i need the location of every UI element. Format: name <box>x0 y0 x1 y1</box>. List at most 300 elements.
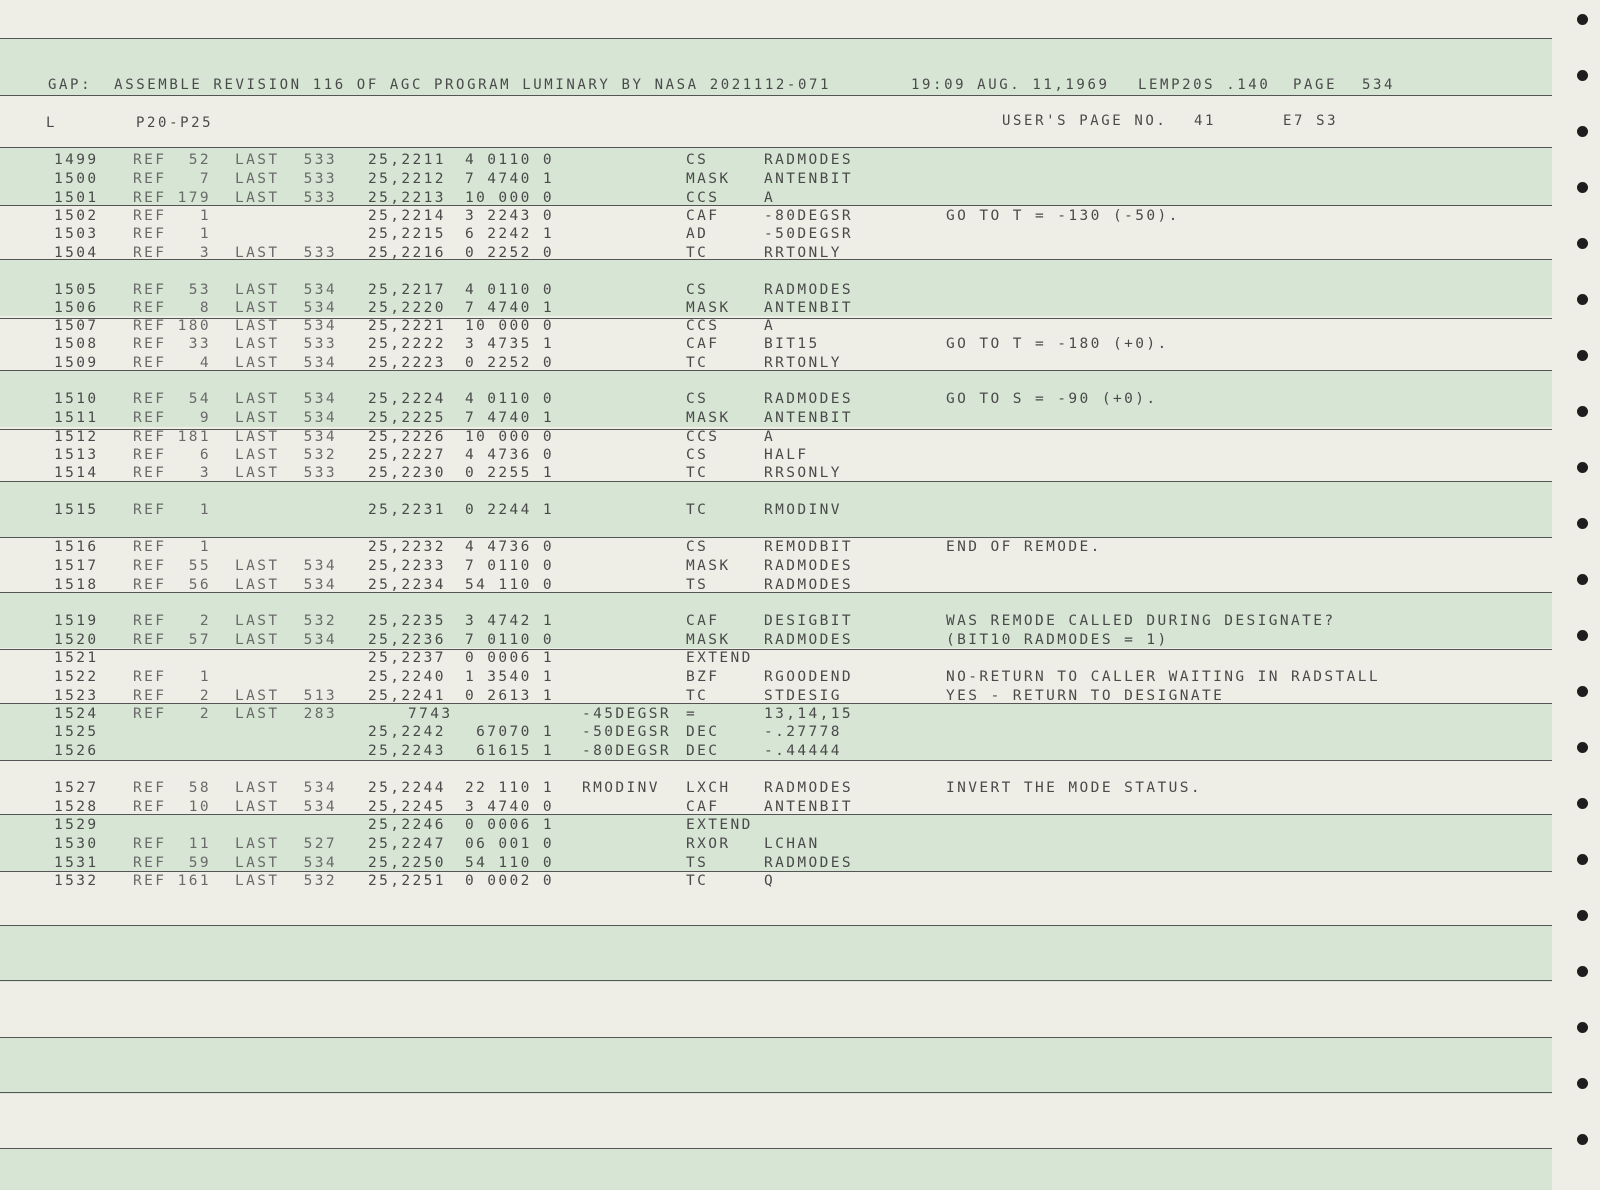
feed-hole <box>1577 742 1588 753</box>
last-label: LAST <box>235 558 280 574</box>
ref-label: REF <box>133 502 167 518</box>
last-page: 534 <box>303 577 337 593</box>
opcode: BZF <box>686 669 720 685</box>
address: 25,2224 <box>368 391 446 407</box>
ref-count: 179 <box>177 190 211 206</box>
feed-hole <box>1577 910 1588 921</box>
ref-label: REF <box>133 558 167 574</box>
line-number: 1524 <box>54 706 99 722</box>
operand: RADMODES <box>764 632 854 648</box>
ref-label: REF <box>133 669 167 685</box>
ref-label: REF <box>133 632 167 648</box>
operand: ANTENBIT <box>764 410 854 426</box>
operand: RRSONLY <box>764 465 842 481</box>
operand: RADMODES <box>764 391 854 407</box>
ref-count: 6 <box>199 447 211 463</box>
comment: INVERT THE MODE STATUS. <box>946 780 1202 796</box>
comment: GO TO T = -130 (-50). <box>946 208 1180 224</box>
ref-count: 1 <box>199 226 211 242</box>
octal-code: 1 3540 1 <box>464 669 554 685</box>
feed-hole <box>1577 14 1588 25</box>
last-page: 534 <box>303 855 337 871</box>
ref-label: REF <box>133 447 167 463</box>
comment: (BIT10 RADMODES = 1) <box>946 632 1169 648</box>
octal-code: 4 0110 0 <box>464 391 554 407</box>
octal-code: 61615 1 <box>476 743 554 759</box>
opcode: MASK <box>686 410 731 426</box>
octal-code: 06 001 0 <box>464 836 554 852</box>
line-number: 1512 <box>54 429 99 445</box>
line-number: 1527 <box>54 780 99 796</box>
line-number: 1522 <box>54 669 99 685</box>
line-number: 1525 <box>54 724 99 740</box>
last-page: 534 <box>303 318 337 334</box>
operand: RRTONLY <box>764 355 842 371</box>
address: 25,2213 <box>368 190 446 206</box>
octal-code: 10 000 0 <box>464 190 554 206</box>
last-page: 534 <box>303 632 337 648</box>
address: 25,2246 <box>368 817 446 833</box>
operand: STDESIG <box>764 688 842 704</box>
ref-label: REF <box>133 336 167 352</box>
last-label: LAST <box>235 577 280 593</box>
octal-code: 10 000 0 <box>464 318 554 334</box>
line-number: 1502 <box>54 208 99 224</box>
address: 25,2250 <box>368 855 446 871</box>
address: 25,2212 <box>368 171 446 187</box>
opcode: MASK <box>686 558 731 574</box>
last-label: LAST <box>235 336 280 352</box>
octal-code: 0 0002 0 <box>464 873 554 889</box>
feed-hole <box>1577 1078 1588 1089</box>
comment: END OF REMODE. <box>946 539 1102 555</box>
comment: WAS REMODE CALLED DURING DESIGNATE? <box>946 613 1336 629</box>
ref-count: 11 <box>188 836 211 852</box>
last-label: LAST <box>235 355 280 371</box>
ref-count: 3 <box>199 465 211 481</box>
octal-code: 54 110 0 <box>464 577 554 593</box>
address: 25,2215 <box>368 226 446 242</box>
last-page: 533 <box>303 465 337 481</box>
ref-count: 9 <box>199 410 211 426</box>
comment: YES - RETURN TO DESIGNATE <box>946 688 1225 704</box>
opcode: CAF <box>686 208 720 224</box>
line-number: 1500 <box>54 171 99 187</box>
address: 25,2251 <box>368 873 446 889</box>
feed-hole <box>1577 350 1588 361</box>
opcode: TC <box>686 355 709 371</box>
octal-code: 22 110 1 <box>464 780 554 796</box>
operand: HALF <box>764 447 809 463</box>
users-page-label: USER'S PAGE NO. <box>1002 113 1168 129</box>
last-page: 534 <box>303 282 337 298</box>
address: 25,2241 <box>368 688 446 704</box>
header-timestamp: 19:09 AUG. 11,1969 <box>911 77 1110 93</box>
address: 25,2232 <box>368 539 446 555</box>
last-label: LAST <box>235 410 280 426</box>
ref-label: REF <box>133 539 167 555</box>
octal-code: 0 2244 1 <box>464 502 554 518</box>
last-page: 534 <box>303 780 337 796</box>
opcode: LXCH <box>686 780 731 796</box>
ref-count: 161 <box>177 873 211 889</box>
line-number: 1508 <box>54 336 99 352</box>
last-page: 532 <box>303 613 337 629</box>
opcode: DEC <box>686 724 720 740</box>
ref-count: 1 <box>199 208 211 224</box>
octal-code: 10 000 0 <box>464 429 554 445</box>
last-page: 534 <box>303 429 337 445</box>
last-page: 534 <box>303 799 337 815</box>
opcode: TC <box>686 873 709 889</box>
opcode: DEC <box>686 743 720 759</box>
ref-count: 8 <box>199 300 211 316</box>
address: 25,2217 <box>368 282 446 298</box>
ref-label: REF <box>133 152 167 168</box>
last-label: LAST <box>235 799 280 815</box>
ref-label: REF <box>133 688 167 704</box>
line-number: 1511 <box>54 410 99 426</box>
last-label: LAST <box>235 613 280 629</box>
address: 25,2237 <box>368 650 446 666</box>
last-label: LAST <box>235 465 280 481</box>
comment: GO TO S = -90 (+0). <box>946 391 1158 407</box>
header-title: GAP: ASSEMBLE REVISION 116 OF AGC PROGRAM LUMINARY BY NASA 2021112-071 <box>48 77 832 93</box>
ruled-line <box>0 95 1552 96</box>
ref-label: REF <box>133 836 167 852</box>
line-number: 1519 <box>54 613 99 629</box>
opcode: CS <box>686 447 709 463</box>
last-label: LAST <box>235 836 280 852</box>
ref-count: 4 <box>199 355 211 371</box>
operand: A <box>764 190 776 206</box>
ref-count: 2 <box>199 688 211 704</box>
last-label: LAST <box>235 245 280 261</box>
operand: RMODINV <box>764 502 842 518</box>
opcode: TC <box>686 502 709 518</box>
octal-code: 4 0110 0 <box>464 282 554 298</box>
last-page: 534 <box>303 410 337 426</box>
ref-label: REF <box>133 355 167 371</box>
address: 7743 <box>408 706 453 722</box>
ruled-line <box>0 38 1552 39</box>
operand: ANTENBIT <box>764 171 854 187</box>
octal-code: 0 2255 1 <box>464 465 554 481</box>
opcode: TS <box>686 577 709 593</box>
octal-code: 7 4740 1 <box>464 300 554 316</box>
ref-label: REF <box>133 300 167 316</box>
symbol-label: -50DEGSR <box>582 724 672 740</box>
last-page: 533 <box>303 171 337 187</box>
ref-label: REF <box>133 410 167 426</box>
octal-code: 0 0006 1 <box>464 650 554 666</box>
operand: LCHAN <box>764 836 820 852</box>
comment: NO-RETURN TO CALLER WAITING IN RADSTALL <box>946 669 1381 685</box>
opcode: CAF <box>686 613 720 629</box>
line-number: 1526 <box>54 743 99 759</box>
last-page: 283 <box>303 706 337 722</box>
address: 25,2216 <box>368 245 446 261</box>
feed-hole <box>1577 70 1588 81</box>
line-number: 1499 <box>54 152 99 168</box>
operand: 13,14,15 <box>764 706 854 722</box>
opcode: AD <box>686 226 709 242</box>
address: 25,2235 <box>368 613 446 629</box>
last-label: LAST <box>235 190 280 206</box>
ref-count: 54 <box>188 391 211 407</box>
last-label: LAST <box>235 282 280 298</box>
line-number: 1505 <box>54 282 99 298</box>
last-page: 534 <box>303 558 337 574</box>
feed-hole <box>1577 406 1588 417</box>
address: 25,2225 <box>368 410 446 426</box>
last-page: 533 <box>303 245 337 261</box>
last-page: 533 <box>303 336 337 352</box>
octal-code: 6 2242 1 <box>464 226 554 242</box>
ref-count: 56 <box>188 577 211 593</box>
line-number: 1523 <box>54 688 99 704</box>
greenbar-band <box>0 925 1552 982</box>
octal-code: 67070 1 <box>476 724 554 740</box>
operand: -.27778 <box>764 724 842 740</box>
ref-count: 52 <box>188 152 211 168</box>
line-number: 1513 <box>54 447 99 463</box>
last-label: LAST <box>235 780 280 796</box>
ref-count: 55 <box>188 558 211 574</box>
operand: -.44444 <box>764 743 842 759</box>
line-number: 1504 <box>54 245 99 261</box>
ruled-line <box>0 980 1552 981</box>
operand: Q <box>764 873 776 889</box>
operand: RADMODES <box>764 577 854 593</box>
octal-code: 4 0110 0 <box>464 152 554 168</box>
line-number: 1520 <box>54 632 99 648</box>
feed-hole <box>1577 294 1588 305</box>
address: 25,2244 <box>368 780 446 796</box>
line-number: 1528 <box>54 799 99 815</box>
address: 25,2222 <box>368 336 446 352</box>
ref-label: REF <box>133 171 167 187</box>
octal-code: 7 0110 0 <box>464 558 554 574</box>
ref-count: 33 <box>188 336 211 352</box>
octal-code: 3 4742 1 <box>464 613 554 629</box>
ruled-line <box>0 925 1552 926</box>
ref-count: 1 <box>199 502 211 518</box>
octal-code: 3 4735 1 <box>464 336 554 352</box>
ref-count: 53 <box>188 282 211 298</box>
ref-label: REF <box>133 855 167 871</box>
last-page: 534 <box>303 391 337 407</box>
operand: RGOODEND <box>764 669 854 685</box>
address: 25,2242 <box>368 724 446 740</box>
opcode: TC <box>686 465 709 481</box>
last-page: 527 <box>303 836 337 852</box>
feed-hole <box>1577 182 1588 193</box>
opcode: MASK <box>686 171 731 187</box>
last-label: LAST <box>235 152 280 168</box>
line-number: 1506 <box>54 300 99 316</box>
line-number: 1532 <box>54 873 99 889</box>
ref-label: REF <box>133 780 167 796</box>
ruled-line <box>0 1037 1552 1038</box>
last-label: LAST <box>235 429 280 445</box>
line-number: 1501 <box>54 190 99 206</box>
operand: A <box>764 429 776 445</box>
ruled-line <box>0 649 1552 650</box>
last-label: LAST <box>235 855 280 871</box>
line-number: 1507 <box>54 318 99 334</box>
ref-label: REF <box>133 613 167 629</box>
operand: ANTENBIT <box>764 799 854 815</box>
operand: BIT15 <box>764 336 820 352</box>
opcode: RXOR <box>686 836 731 852</box>
comment: GO TO T = -180 (+0). <box>946 336 1169 352</box>
ruled-line <box>0 760 1552 761</box>
address: 25,2226 <box>368 429 446 445</box>
operand: ANTENBIT <box>764 300 854 316</box>
last-page: 513 <box>303 688 337 704</box>
ruled-line <box>0 1148 1552 1149</box>
feed-hole <box>1577 630 1588 641</box>
symbol-label: RMODINV <box>582 780 660 796</box>
opcode: CCS <box>686 190 720 206</box>
operand: RADMODES <box>764 855 854 871</box>
feed-hole <box>1577 854 1588 865</box>
ref-label: REF <box>133 282 167 298</box>
opcode: CS <box>686 282 709 298</box>
opcode: TS <box>686 855 709 871</box>
opcode: TC <box>686 245 709 261</box>
feed-hole <box>1577 1022 1588 1033</box>
operand: RADMODES <box>764 558 854 574</box>
line-number: 1516 <box>54 539 99 555</box>
ref-label: REF <box>133 391 167 407</box>
address: 25,2245 <box>368 799 446 815</box>
opcode: MASK <box>686 632 731 648</box>
line-number: 1517 <box>54 558 99 574</box>
opcode: TC <box>686 688 709 704</box>
last-page: 533 <box>303 190 337 206</box>
subheader-code: E7 S3 <box>1283 113 1339 129</box>
header-page-label: PAGE <box>1293 77 1338 93</box>
address: 25,2233 <box>368 558 446 574</box>
ref-label: REF <box>133 577 167 593</box>
ref-label: REF <box>133 706 167 722</box>
last-label: LAST <box>235 171 280 187</box>
last-label: LAST <box>235 391 280 407</box>
opcode: = <box>686 706 698 722</box>
last-page: 533 <box>303 152 337 168</box>
last-page: 534 <box>303 300 337 316</box>
line-number: 1514 <box>54 465 99 481</box>
ruled-line <box>0 318 1552 319</box>
ruled-line <box>0 147 1552 148</box>
operand: DESIGBIT <box>764 613 854 629</box>
ref-count: 58 <box>188 780 211 796</box>
feed-hole <box>1577 462 1588 473</box>
greenbar-band <box>0 1148 1552 1190</box>
operand: RADMODES <box>764 152 854 168</box>
symbol-label: -45DEGSR <box>582 706 672 722</box>
last-label: LAST <box>235 632 280 648</box>
operand: REMODBIT <box>764 539 854 555</box>
line-number: 1530 <box>54 836 99 852</box>
opcode: CCS <box>686 318 720 334</box>
ref-count: 1 <box>199 669 211 685</box>
ruled-line <box>0 205 1552 206</box>
feed-hole <box>1577 1134 1588 1145</box>
ref-count: 57 <box>188 632 211 648</box>
last-label: LAST <box>235 318 280 334</box>
ref-label: REF <box>133 208 167 224</box>
ref-count: 180 <box>177 318 211 334</box>
subheader-marker: L <box>46 115 58 131</box>
ref-count: 3 <box>199 245 211 261</box>
last-label: LAST <box>235 873 280 889</box>
address: 25,2240 <box>368 669 446 685</box>
address: 25,2211 <box>368 152 446 168</box>
operand: A <box>764 318 776 334</box>
symbol-label: -80DEGSR <box>582 743 672 759</box>
operand: -50DEGSR <box>764 226 854 242</box>
operand: RADMODES <box>764 282 854 298</box>
operand: RRTONLY <box>764 245 842 261</box>
octal-code: 0 2252 0 <box>464 245 554 261</box>
octal-code: 4 4736 0 <box>464 539 554 555</box>
ref-count: 1 <box>199 539 211 555</box>
opcode: CS <box>686 391 709 407</box>
address: 25,2223 <box>368 355 446 371</box>
octal-code: 3 2243 0 <box>464 208 554 224</box>
line-number: 1529 <box>54 817 99 833</box>
last-label: LAST <box>235 300 280 316</box>
line-number: 1510 <box>54 391 99 407</box>
operand: -80DEGSR <box>764 208 854 224</box>
octal-code: 7 4740 1 <box>464 410 554 426</box>
address: 25,2234 <box>368 577 446 593</box>
opcode: CAF <box>686 799 720 815</box>
address: 25,2247 <box>368 836 446 852</box>
subheader-section: P20-P25 <box>136 115 214 131</box>
ref-label: REF <box>133 799 167 815</box>
line-number: 1518 <box>54 577 99 593</box>
ref-count: 7 <box>199 171 211 187</box>
feed-hole <box>1577 238 1588 249</box>
ref-count: 181 <box>177 429 211 445</box>
address: 25,2220 <box>368 300 446 316</box>
ref-label: REF <box>133 190 167 206</box>
header-page-number: 534 <box>1362 77 1396 93</box>
opcode: CS <box>686 539 709 555</box>
ref-label: REF <box>133 465 167 481</box>
opcode: MASK <box>686 300 731 316</box>
users-page-number: 41 <box>1194 113 1217 129</box>
octal-code: 54 110 0 <box>464 855 554 871</box>
address: 25,2214 <box>368 208 446 224</box>
line-number: 1515 <box>54 502 99 518</box>
last-label: LAST <box>235 447 280 463</box>
octal-code: 0 2613 1 <box>464 688 554 704</box>
feed-hole <box>1577 686 1588 697</box>
address: 25,2243 <box>368 743 446 759</box>
address: 25,2227 <box>368 447 446 463</box>
ref-label: REF <box>133 245 167 261</box>
last-label: LAST <box>235 706 280 722</box>
line-number: 1531 <box>54 855 99 871</box>
ref-count: 10 <box>188 799 211 815</box>
feed-hole <box>1577 574 1588 585</box>
line-number: 1509 <box>54 355 99 371</box>
